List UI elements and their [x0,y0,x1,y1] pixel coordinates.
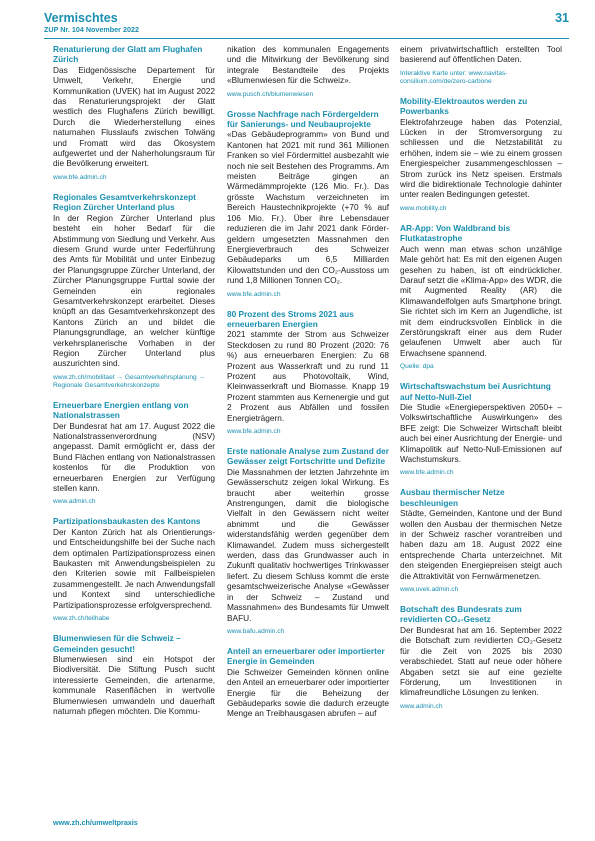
page-header [44,11,569,37]
article [53,192,215,390]
article-body: nikation des kommunalen Engagements und die Mitwirkung der Bevölkerung sind integrale Bestandteile des Projekts «Blumenwiesen für die Schweiz». [227,44,389,86]
article [400,381,562,477]
article [400,223,562,371]
article-body: Blumenwiesen sind ein Hotspot der Biodiversität. Die Stiftung Pusch sucht interessierte Gemeinden, die artenarme, kommunale Rasenflächen in wertvolle Blumenwiesen umwandeln und dauerhaft naturnah pflegen möchten. Die Kommu- [53,653,215,716]
article-body: Der Bundesrat hat am 16. September 2022 die Botschaft zum revidierten CO₂-Gesetz für die Zeit von 2025 bis 2030 verabschiedet. Statt auf neue oder höhere Abgaben setzt sie auf eine gezielte Förderung, um Investitionen in klimafreundliche Lösungen zu lenken. [400,624,562,698]
article-body: Die Schweizer Gemeinden können online den Anteil an erneuerbarer oder importierter Energie für die Beheizung der Gebäudeparks sowie die dadurch erzeugte Menge an Treibhausgasen abrufen – auf [227,666,389,719]
article [53,633,215,716]
article-link[interactable]: www.mobility.ch [400,204,447,212]
article-body: Das Eidgenössische Departement für Umwelt, Verkehr, Energie und Kommunikation (UVEK) hat im August 2022 das Renaturierungsprojekt der Glatt westlich des Flughafens Zürich bewilligt. Durch die Wiederherstellung eines naturnahen Flusslaufs zwischen Tolwäng und Fromatt wird das Ökosystem aufgewertet und der Naherholungsraum für die Bevölkerung erweitert. [53,64,215,169]
article-title: Botschaft des Bundesrats zum revidierten CO₂-Gesetz [400,604,522,625]
article-body: In der Region Zürcher Unterland plus besteht ein hoher Bedarf für die Abstimmung von Siedlung und Verkehr. Aus diesem Grund wurde unter Federführung des Amts für Mobilität und unter Einbezug der Planungsgruppe Zürcher Unterland, der Zürcher Planungsgruppe Furttal sowie der Gemeinden ein regionales Gesamtverkehrskonzept erarbeitet. Dieses knüpft an das Gesamtverkehrskonzept des Kantons Zürich an und bildet die Planungsgrundlage, an welcher künftige verkehrsplanerische Vorhaben in der Region Zürcher Unterland plus auszurichten sind. [53,212,215,369]
article-link[interactable]: Interaktive Karte unter: www.navitas-consilium.com/de/zero-carbone [400,69,508,85]
article-title: Erneuerbare Energien entlang von Nationalstrassen [53,399,189,421]
article-title: Renaturierung der Glatt am Flughafen Zürich [53,44,203,65]
article-title: Ausbau thermischer Netze beschleunigen [400,487,505,508]
article-title: 80 Prozent des Stroms 2021 aus erneuerbaren Energien [227,308,354,329]
article [400,96,562,213]
article-body: einem privatwirtschaftlich erstellten Tool basierend auf öffentlichen Daten. [400,44,562,65]
article-link[interactable]: www.bfe.admin.ch [53,173,107,181]
article [227,44,389,99]
article-body: Der Bundesrat hat am 17. August 2022 die Nationalstrassenverordnung (NSV) angepasst. Damit ermöglicht er, dass der Bund Flächen entlang von Nationalstrassen kostenlos für die Produktion von erneuerbaren Energien zur Verfügung stellen kann. [53,420,215,494]
article-title: Mobility-Elektroautos werden zu Powerbanks [400,95,528,117]
column-3 [400,44,562,721]
article-body: «Das Gebäudeprogramm» von Bund und Kantonen hat 2021 mit rund 361 Millionen Franken so viel Fördermittel ausbezahlt wie noch nie seit Bestehen des Programms. Am meisten Beiträge gingen an Wärmedämmprojekte (126 Mio. Fr.). Das grösste Wachstum verzeichneten im Bereich Haustechnikprojekte (+70 % auf 106 Mio. Fr.). Über ihre Lebensdauer reduzieren die im Jahr 2021 dank Förder- geldern umgesetzten Massnahmen den Energieverbrauch des Schweizer Gebäudeparks um 6,5 Milliarden Kilowattstunden und den CO₂-Ausstoss um rund 1,8 Millionen Tonnen CO₂. [227,129,389,286]
article [400,487,562,594]
column-2 [227,44,389,729]
article-title: Wirtschaftswachstum bei Ausrichtung auf Netto-Null-Ziel [400,381,551,402]
article-link[interactable]: www.bfe.admin.ch [400,469,454,477]
article [53,44,215,182]
article-title: Grosse Nachfrage nach Fördergeldern für Sanierungs- und Neubauprojekte [227,108,379,130]
article-link[interactable]: www.uvek.admin.ch [400,586,459,594]
article [400,44,562,86]
column-1 [53,44,215,726]
article-body: Städte, Gemeinden, Kantone und der Bund wollen den Ausbau der thermischen Netze in der Schweiz rascher vorantreiben und haben dazu am 18. August 2022 eine entsprechende Charta unterzeichnet. Mit den steigenden Energiepreisen steigt auch die Attraktivität von Fernwärmenetzen. [400,508,562,581]
article-link[interactable]: www.zh.ch/mobilitaet → Gesamtverkehrsplanung → Regionale Gesamtverkehrskonzepte [53,373,206,389]
article [53,516,215,623]
article-title: Blumenwiesen für die Schweiz – Gemeinden gesucht! [53,633,181,654]
article-link[interactable]: www.admin.ch [53,498,96,506]
article-link[interactable]: www.admin.ch [400,702,443,710]
article-title: Anteil an erneuerbarer oder importierter Energie in Gemeinden [227,645,385,667]
article-body: Auch wenn man etwas schon unzählige Male gehört hat: Es mit den eigenen Augen gesehen zu haben, ist oft eindrücklicher. Darauf setzt die «Klima-App» des WDR, die mit Augmented Reality (AR) die Klimawandelfolgen aufs Smartphone bringt. Sie richtet sich im Kern an Jugendliche, ist mit dem eindrucksvollen Einblick in die Zerstörungskraft einer aus dem Ruder gelaufenen Umwelt aber auch für Erwachsene spannend. [400,243,562,358]
article-link[interactable]: Quelle: dpa [400,363,434,371]
header-rule [44,38,569,39]
article-link[interactable]: www.bafu.admin.ch [227,627,285,635]
issue-label: ZUP Nr. 104 November 2022 [44,25,139,34]
article-title: Regionales Gesamtverkehrskonzept Region Zürcher Unterland plus [53,191,196,213]
article [227,309,389,436]
article [227,446,389,636]
section-title: Vermischtes [44,11,118,25]
article-link[interactable]: www.bfe.admin.ch [227,290,281,298]
article-body: Die Massnahmen der letzten Jahrzehnte im Gewässerschutz zeigen lokal Wirkung. Es braucht aber weiterhin grosse Anstrengungen, damit die biologische Vielfalt in den Gewässern nicht weiter abnimmt und die Gewässer widerstandsfähig werden gegenüber dem Klimawandel. Zudem muss sichergestellt werden, dass das Grundwasser auch in Zukunft qualitativ hochwertiges Trinkwasser liefert. Zu diesem Schluss kommt die erste gesamtschweizerische Analyse «Gewässer in der Schweiz – Zustand und Massnahmen» des Bundesamts für Umwelt BAFU. [227,466,389,623]
article [400,604,562,711]
article [227,646,389,719]
footer-url[interactable]: www.zh.ch/umweltpraxis [53,818,138,827]
article-body: Die Studie «Energieperspektiven 2050+ – Volkswirtschaftliche Auswirkungen» des BFE zeigt: Die Schweizer Wirtschaft bleibt auch bei einer Ausrichtung der Energie- und Klimapolitik auf Netto-Null-Emissionen auf Wachstumskurs. [400,401,562,464]
article [227,109,389,299]
article-body: Der Kanton Zürich hat als Orientierungs- und Entscheidungshilfe bei der Suche nach dem optimalen Partizipationsprozess einen Baukasten mit Anwendungsbeispielen zu den Kriterien sowie mit Fallbeispielen zusammengestellt. Je nach Anwendungsfall und Kontext sind unterschiedliche Partizipationsprozesse erfolgversprechend. [53,526,215,610]
page-number: 31 [555,11,569,25]
article-link[interactable]: www.pusch.ch/blumenwiesen [227,90,314,98]
article-title: Partizipationsbaukasten des Kantons [53,516,201,527]
article-body: Elektrofahrzeuge haben das Potenzial, Lücken in der Stromversorgung zu schliessen und die Netzstabilität zu erhöhen, indem sie – wie zu einem grossen Energiespeicher zusammengeschlossen – Strom zurück ins Netz speisen. Erstmals wird die bidirektionale Technologie dahinter unter realen Bedingungen getestet. [400,116,562,200]
article [53,400,215,507]
article-body: 2021 stammte der Strom aus Schweizer Steckdosen zu rund 80 Prozent (2020: 76 %) aus erneuerbaren Energien: Zu 68 Prozent aus Wasserkraft und zu rund 11 Prozent aus Photovoltaik, Wind, Kleinwasserkraft und Biomasse. Knapp 19 Prozent stammten aus Kernenergie und gut 2 Prozent aus Abfällen und fossilen Energieträgern. [227,329,389,423]
article-link[interactable]: www.bfe.admin.ch [227,428,281,435]
article-title: Erste nationale Analyse zum Zustand der Gewässer zeigt Fortschritte und Defizite [227,446,389,467]
article-link[interactable]: www.zh.ch/teilhabe [53,615,110,623]
article-title: AR-App: Von Waldbrand bis Flutkatastrophe [400,222,511,244]
